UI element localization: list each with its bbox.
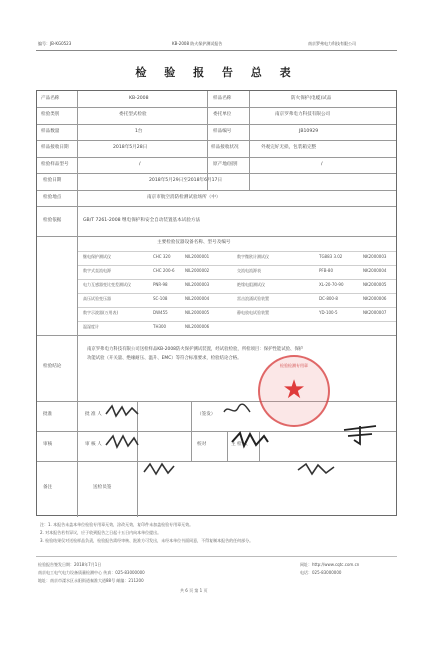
value-sample-number: JB10929 <box>299 129 319 134</box>
role-submitter: 送检员签 <box>93 485 112 490</box>
footer-address: 地址：南京市溧水区永阳街道秦淮大道88号 邮编：211200 <box>38 578 144 583</box>
conclusion-text: 南京罗弗电力科技有限公司送检样品KB-2008防火保护测试装置，经试验检验，所检项目：保护性能试验、保护功能试验（开关量、绝缘耐压、温升、EMC）等符合标准要求，检验结论合格。 <box>87 347 304 361</box>
equipment-cell: 高压试验变压器 <box>83 296 111 301</box>
role-chief-tester: 主 检 人 <box>231 442 248 447</box>
equipment-cell: NIL2000004 <box>185 296 210 301</box>
label-client: 委托单位 <box>213 112 232 117</box>
equipment-cell: CHC 320 <box>153 254 171 259</box>
equipment-cell: 电力互感器变比变差测试仪 <box>83 282 131 287</box>
equipment-cell: SC-108 <box>153 296 168 301</box>
label-test-location: 检验地点 <box>43 195 62 200</box>
label-arrival-state: 样品接收状况 <box>211 145 239 150</box>
header-title: KB-2008 防火保护测试报告 <box>172 41 223 46</box>
header-company: 南京罗弗电力科技有限公司 <box>308 41 356 46</box>
equipment-cell: NIL2000005 <box>185 310 210 315</box>
equipment-cell: NIL2000003 <box>185 282 210 287</box>
equipment-cell: DC-800-8 <box>319 296 338 301</box>
equipment-cell: 静电放电试验装置 <box>237 310 269 315</box>
equipment-cell: PFB-80 <box>319 268 333 273</box>
equipment-cell: DW455 <box>153 310 168 315</box>
value-sample-name: KB-2008 <box>129 96 149 101</box>
signature-checker <box>230 430 270 450</box>
label-review: 审核 <box>43 442 53 447</box>
equipment-cell: TH300 <box>153 324 167 329</box>
inspection-summary-table <box>36 90 397 516</box>
footer-website: 网址：http://www.cqtc.com.cn <box>300 562 360 567</box>
report-number: 编号：JB-KG0523 <box>38 41 72 46</box>
equipment-heading: 主要检验仪器设备名称、型号及编号 <box>157 240 231 245</box>
label-test-date: 检验日期 <box>43 178 62 183</box>
signature-remark <box>296 460 336 478</box>
label-test-basis: 检验依据 <box>43 218 62 223</box>
footer-org: 南京电工电气电力设备质量检测中心 传真：025-83000000 <box>38 570 145 575</box>
equipment-cell: NK2000003 <box>363 254 387 259</box>
label-sample-number: 样品编号 <box>213 129 232 134</box>
footnotes <box>40 521 395 545</box>
equipment-cell: NK2000005 <box>363 282 387 287</box>
value-origin: / <box>321 162 323 167</box>
equipment-cell: NIL2000002 <box>185 268 210 273</box>
note-line: 注：1. 本报告未盖本单位检验专用章无效，涂改无效，复印件未加盖检验专用章无效。 <box>40 522 194 527</box>
equipment-cell: YD-100-5 <box>319 310 338 315</box>
value-sample-model: / <box>139 162 141 167</box>
role-reviewer: 审 核 人 <box>85 442 102 447</box>
equipment-cell: NK2000004 <box>363 268 387 273</box>
label-inspection-type: 检验类别 <box>41 112 60 117</box>
header-divider <box>36 50 397 51</box>
signature-chief-tester <box>340 422 380 448</box>
value-inspection-type: 委托型式检验 <box>119 112 147 117</box>
value-test-date: 2018年5月29日至2018年6月17日 <box>149 178 223 183</box>
note-line: 2. 对本报告若有异议，应于收到报告之日起十五日内向本单位提出。 <box>40 530 162 535</box>
label-conclusion: 检验结论 <box>43 364 62 369</box>
footer-phone: 电话：025-83000000 <box>300 570 342 575</box>
value-sample-qty: 1台 <box>135 129 143 134</box>
note-line: 3. 检验结果仅对送检样品负责，检验报告需经审核、批准方可发出，未经本单位书面同意，不得复制本报告的任何部分。 <box>40 538 254 543</box>
signature-submitter <box>142 460 176 478</box>
equipment-cell: 交流电流源表 <box>237 268 261 273</box>
equipment-cell: NK2000007 <box>363 310 387 315</box>
label-arrival-date: 样品接收日期 <box>41 145 69 150</box>
label-sample-name: 产品名称 <box>41 96 60 101</box>
role-approver: 批 准 人 <box>85 412 102 417</box>
signature-issuer <box>222 402 252 418</box>
equipment-cell: NIL2000001 <box>185 254 210 259</box>
label-approve: 批准 <box>43 412 53 417</box>
value-sample-type: 防火保护(电缆)试品 <box>291 96 332 101</box>
star-icon: ★ <box>282 375 306 405</box>
page-number: 共 6 页 第 1 页 <box>180 588 208 593</box>
signature-reviewer <box>104 432 140 450</box>
equipment-cell: 温湿度计 <box>83 324 99 329</box>
equipment-cell: 雷击浪涌试验装置 <box>237 296 269 301</box>
equipment-cell: 数字示波器(万用表) <box>83 310 119 315</box>
equipment-cell: 绝缘电阻测试仪 <box>237 282 265 287</box>
label-sample-type: 样品名称 <box>213 96 232 101</box>
value-arrival-state: 外观完好无损，包装箱完整 <box>261 145 317 150</box>
value-client: 南京罗弗电力科技有限公司 <box>275 112 331 117</box>
value-test-location: 南京市航空消防检测试验场所（中） <box>147 195 221 200</box>
label-sample-qty: 样品数量 <box>41 129 60 134</box>
value-test-basis: GB/T 7261-2008 继电保护和安全自动装置基本试验方法 <box>83 218 201 223</box>
equipment-cell: NIL2000006 <box>185 324 210 329</box>
equipment-cell: 继电保护测试仪 <box>83 254 111 259</box>
document-title: 检 验 报 告 总 表 <box>135 66 298 79</box>
inspection-seal: 检验检测专用章 ★ <box>258 355 330 427</box>
equipment-cell: CHC 200-6 <box>153 268 175 273</box>
equipment-cell: 数字微欧计测试仪 <box>237 254 269 259</box>
footer-divider <box>36 556 397 557</box>
footer-issue-date: 检验报告签发日期：2018年7月1日 <box>38 562 102 567</box>
equipment-cell: PNR-98 <box>153 282 168 287</box>
label-issue: （签发） <box>197 412 216 417</box>
value-arrival-date: 2018年5月28日 <box>113 145 148 150</box>
label-check: 校对 <box>197 442 207 447</box>
label-origin: 原产地/国别 <box>213 162 238 167</box>
signature-approver <box>104 402 140 420</box>
equipment-cell: XL-20-70-90 <box>319 282 344 287</box>
label-sample-model: 检验样品型号 <box>41 162 69 167</box>
equipment-cell: NK2000006 <box>363 296 387 301</box>
equipment-cell: TG883 3.02 <box>319 254 343 259</box>
equipment-cell: 数字式直流电源 <box>83 268 111 273</box>
label-remark: 备注 <box>43 485 53 490</box>
